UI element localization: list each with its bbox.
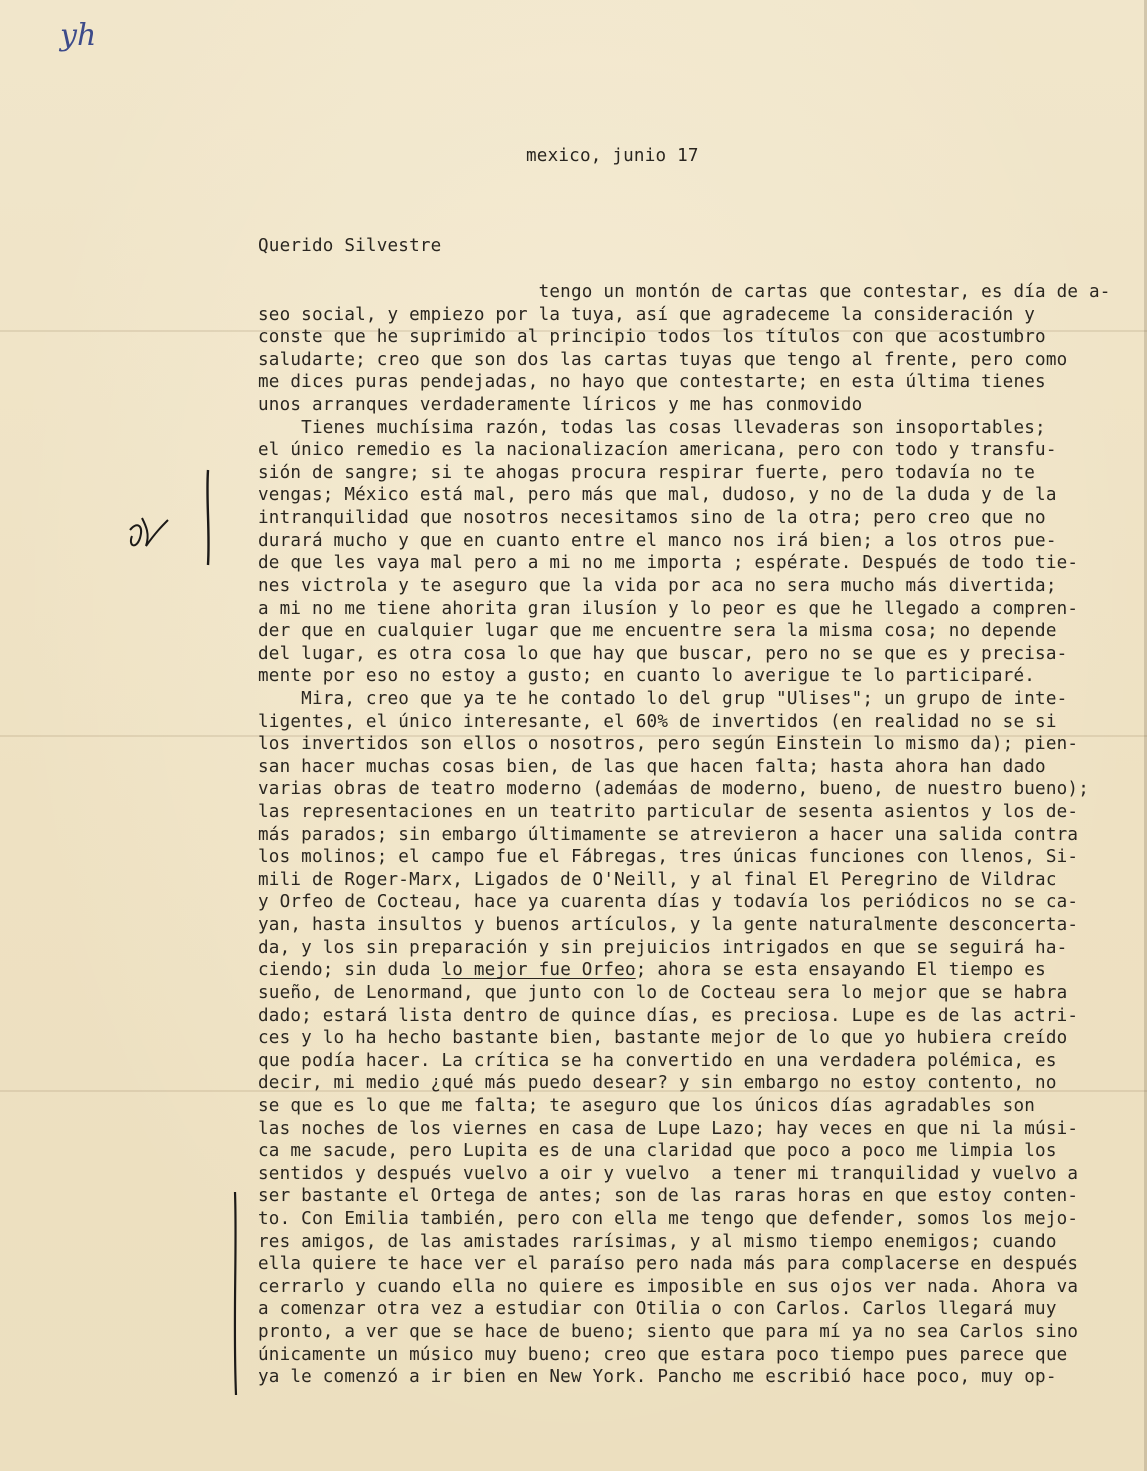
text-line: pronto, a ver que se hace de bueno; siento que para mí ya no sea Carlos sino xyxy=(258,1322,1079,1343)
text-line: únicamente un músico muy bueno; creo que estara poco tiempo pues parece que xyxy=(258,1344,1068,1365)
text-line: cerrarlo y cuando ella no quiere es imposible en sus ojos ver nada. Ahora va xyxy=(258,1276,1079,1297)
text-line: conste que he suprimido al principio todos los títulos con que acostumbro xyxy=(258,327,1046,348)
text-line: del lugar, es otra cosa lo que hay que buscar, pero no se que es y precisa- xyxy=(258,643,1068,664)
text-line: sueño, de Lenormand, que junto con lo de Cocteau sera lo mejor que se habra xyxy=(258,982,1068,1003)
text-line: ces y lo ha hecho bastante bien, bastante mejor de lo que yo hubiera creído xyxy=(258,1028,1068,1049)
text-line: a mi no me tiene ahorita gran ilusíon y lo peor es que he llegado a compren- xyxy=(258,598,1079,619)
text-line: to. Con Emilia también, pero con ella me tengo que defender, somos los mejo- xyxy=(258,1208,1079,1229)
text-line: ligentes, el único interesante, el 60% de invertidos (en realidad no se si xyxy=(258,711,1057,732)
text-line: res amigos, de las amistades rarísimas, y al mismo tiempo enemigos; cuando xyxy=(258,1231,1057,1252)
text-line: a comenzar otra vez a estudiar con Otilia o con Carlos. Carlos llegará muy xyxy=(258,1299,1057,1320)
text-line: san hacer muchas cosas bien, de las que hacen falta; hasta ahora han dado xyxy=(258,756,1046,777)
text-line: decir, mi medio ¿qué más puedo desear? y sin embargo no estoy contento, no xyxy=(258,1073,1057,1094)
text-line: Tienes muchísima razón, todas las cosas llevaderas son insoportables; xyxy=(258,417,1046,438)
text-line: mili de Roger-Marx, Ligados de O'Neill, y al final El Peregrino de Vildrac xyxy=(258,869,1057,890)
text-line: saludarte; creo que son dos las cartas tuyas que tengo al frente, pero como xyxy=(258,349,1068,370)
text-line: tengo un montón de cartas que contestar, es día de a- xyxy=(258,282,1111,302)
text-line: los molinos; el campo fue el Fábregas, tres únicas funciones con llenos, Si- xyxy=(258,847,1079,868)
text-line: que podía hacer. La crítica se ha convertido en una verdadera polémica, es xyxy=(258,1050,1057,1071)
text-line: ser bastante el Ortega de antes; son de las raras horas en que estoy conten- xyxy=(258,1186,1079,1207)
text-line: dado; estará lista dentro de quince días, es preciosa. Lupe es de las actri- xyxy=(258,1005,1079,1026)
text-line: me dices puras pendejadas, no hayo que contestarte; en esta última tienes xyxy=(258,372,1046,393)
text-line: sentidos y después vuelvo a oir y vuelvo a tener mi tranquilidad y vuelvo a xyxy=(258,1163,1079,1184)
text-line: se que es lo que me falta; te aseguro que los únicos días agradables son xyxy=(258,1095,1036,1116)
margin-bracket-line xyxy=(225,1190,245,1400)
text-line: las representaciones en un teatrito particular de sesenta asientos y los de- xyxy=(258,802,1079,823)
text-line: ciendo; sin duda lo mejor fue Orfeo; ahora se esta ensayando El tiempo es xyxy=(258,960,1046,981)
text-line: y Orfeo de Cocteau, hace ya cuarenta días y todavía los periódicos no se ca- xyxy=(258,892,1079,913)
text-line: vengas; México está mal, pero más que mal, dudoso, y no de la duda y de la xyxy=(258,485,1057,506)
underlined-phrase: lo mejor fue Orfeo xyxy=(441,960,636,981)
date-line: mexico, junio 17 xyxy=(526,146,699,166)
text-line: el único remedio es la nacionalizacíon americana, pero con todo y transfu- xyxy=(258,440,1057,461)
text-line: intranquilidad que nosotros necesitamos sino de la otra; pero creo que no xyxy=(258,508,1046,529)
text-line: nes victrola y te aseguro que la vida por aca no sera mucho más divertida; xyxy=(258,575,1057,596)
text-line: yan, hasta insultos y buenos artículos, y la gente naturalmente desconcerta- xyxy=(258,915,1079,936)
text-line: las noches de los viernes en casa de Lupe Lazo; hay veces en que ni la músi- xyxy=(258,1118,1079,1139)
text-line: de que les vaya mal pero a mi no me importa ; espérate. Después de todo tie- xyxy=(258,553,1079,574)
text-line: mente por eso no estoy a gusto; en cuanto lo averigue te lo participaré. xyxy=(258,666,1036,687)
text-line: seo social, y empiezo por la tuya, así que agradeceme la consideración y xyxy=(258,304,1036,325)
text-line: ella quiere te hace ver el paraíso pero nada más para complacerse en después xyxy=(258,1254,1079,1275)
text-line: más parados; sin embargo últimamente se atrevieron a hacer una salida contra xyxy=(258,824,1079,845)
text-line: unos arranques verdaderamente líricos y me has conmovido xyxy=(258,395,863,416)
text-line: da, y los sin preparación y sin prejuicios intrigados en que se seguirá ha- xyxy=(258,937,1068,958)
text-line: varias obras de teatro moderno (ademáas de moderno, bueno, de nuestro bueno); xyxy=(258,779,1090,800)
corner-initials: yh xyxy=(60,18,97,53)
text-line: sión de sangre; si te ahogas procura respirar fuerte, pero todavía no te xyxy=(258,462,1036,483)
text-line: der que en cualquier lugar que me encuentre sera la misma cosa; no depende xyxy=(258,621,1057,642)
text-line: Mira, creo que ya te he contado lo del grup "Ulises"; un grupo de inte- xyxy=(258,688,1068,709)
text-line: ca me sacude, pero Lupita es de una claridad que poco a poco me limpia los xyxy=(258,1141,1057,1162)
text-line: ya le comenzó a ir bien en New York. Pancho me escribió hace poco, muy op- xyxy=(258,1367,1057,1388)
salutation: Querido Silvestre xyxy=(258,236,442,256)
margin-check-mark xyxy=(110,460,230,600)
text-line: durará mucho y que en cuanto entre el manco nos irá bien; a los otros pue- xyxy=(258,530,1057,551)
letter-body xyxy=(258,281,1111,1389)
text-line: los invertidos son ellos o nosotros, pero según Einstein lo mismo da); pien- xyxy=(258,734,1079,755)
